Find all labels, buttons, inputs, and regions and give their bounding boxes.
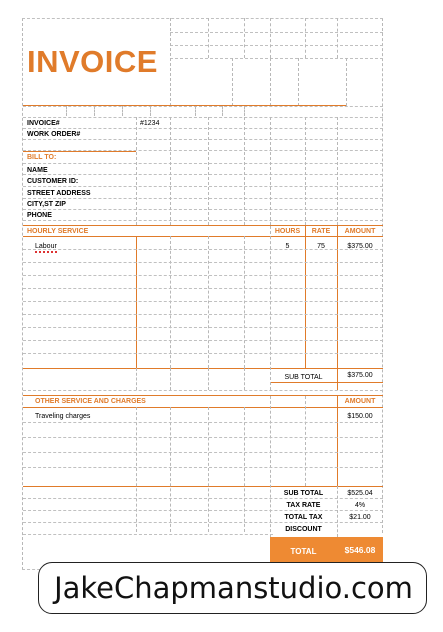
hourly-subtotal-label: SUB TOTAL — [284, 374, 323, 381]
bill-to-city-st-zip: CITY,ST ZIP — [27, 201, 66, 208]
hours-column-header: HOURS — [274, 228, 301, 235]
total-label: TOTAL — [290, 547, 317, 556]
bill-to-heading: BILL TO: — [27, 154, 57, 161]
total-tax-label: TOTAL TAX — [284, 514, 323, 521]
bill-to-street-address: STREET ADDRESS — [27, 190, 91, 197]
hourly-item-amount: $375.00 — [347, 243, 373, 250]
rate-column-header: RATE — [311, 228, 331, 235]
summary-subtotal-value: $525.04 — [347, 490, 373, 497]
summary-subtotal-label: SUB TOTAL — [283, 490, 324, 497]
invoice-number-label: INVOICE# — [27, 120, 60, 127]
bill-to-name: NAME — [27, 167, 48, 174]
hourly-item-hours: 5 — [285, 243, 290, 250]
discount-label: DISCOUNT — [285, 526, 322, 533]
work-order-label: WORK ORDER# — [27, 131, 81, 138]
watermark-text: JakeChapmanstudio.com — [54, 571, 413, 605]
invoice-sheet — [22, 18, 383, 570]
other-amount-column-header: AMOUNT — [344, 398, 376, 405]
other-item-amount: $150.00 — [347, 413, 373, 420]
amount-column-header: AMOUNT — [344, 228, 376, 235]
sheet-top-border — [22, 18, 383, 19]
hourly-service-heading: HOURLY SERVICE — [27, 228, 89, 235]
hourly-item-description: Labour — [35, 243, 57, 250]
bill-to-customer-id: CUSTOMER ID: — [27, 178, 79, 185]
sheet-left-border — [22, 18, 23, 570]
total-value: $546.08 — [344, 545, 376, 555]
watermark-banner — [38, 562, 427, 614]
total-tax-value: $21.00 — [349, 514, 371, 521]
bill-to-phone: PHONE — [27, 212, 52, 219]
other-item-description: Traveling charges — [35, 413, 91, 420]
other-services-heading: OTHER SERVICE AND CHARGES — [35, 398, 146, 405]
invoice-number-value: #1234 — [140, 120, 160, 127]
hourly-item-rate: 75 — [317, 243, 325, 250]
invoice-title: INVOICE — [27, 44, 158, 79]
spellcheck-underline — [35, 251, 58, 253]
tax-rate-value: 4% — [354, 502, 366, 509]
tax-rate-label: TAX RATE — [286, 502, 321, 509]
hourly-subtotal-value: $375.00 — [347, 372, 373, 379]
